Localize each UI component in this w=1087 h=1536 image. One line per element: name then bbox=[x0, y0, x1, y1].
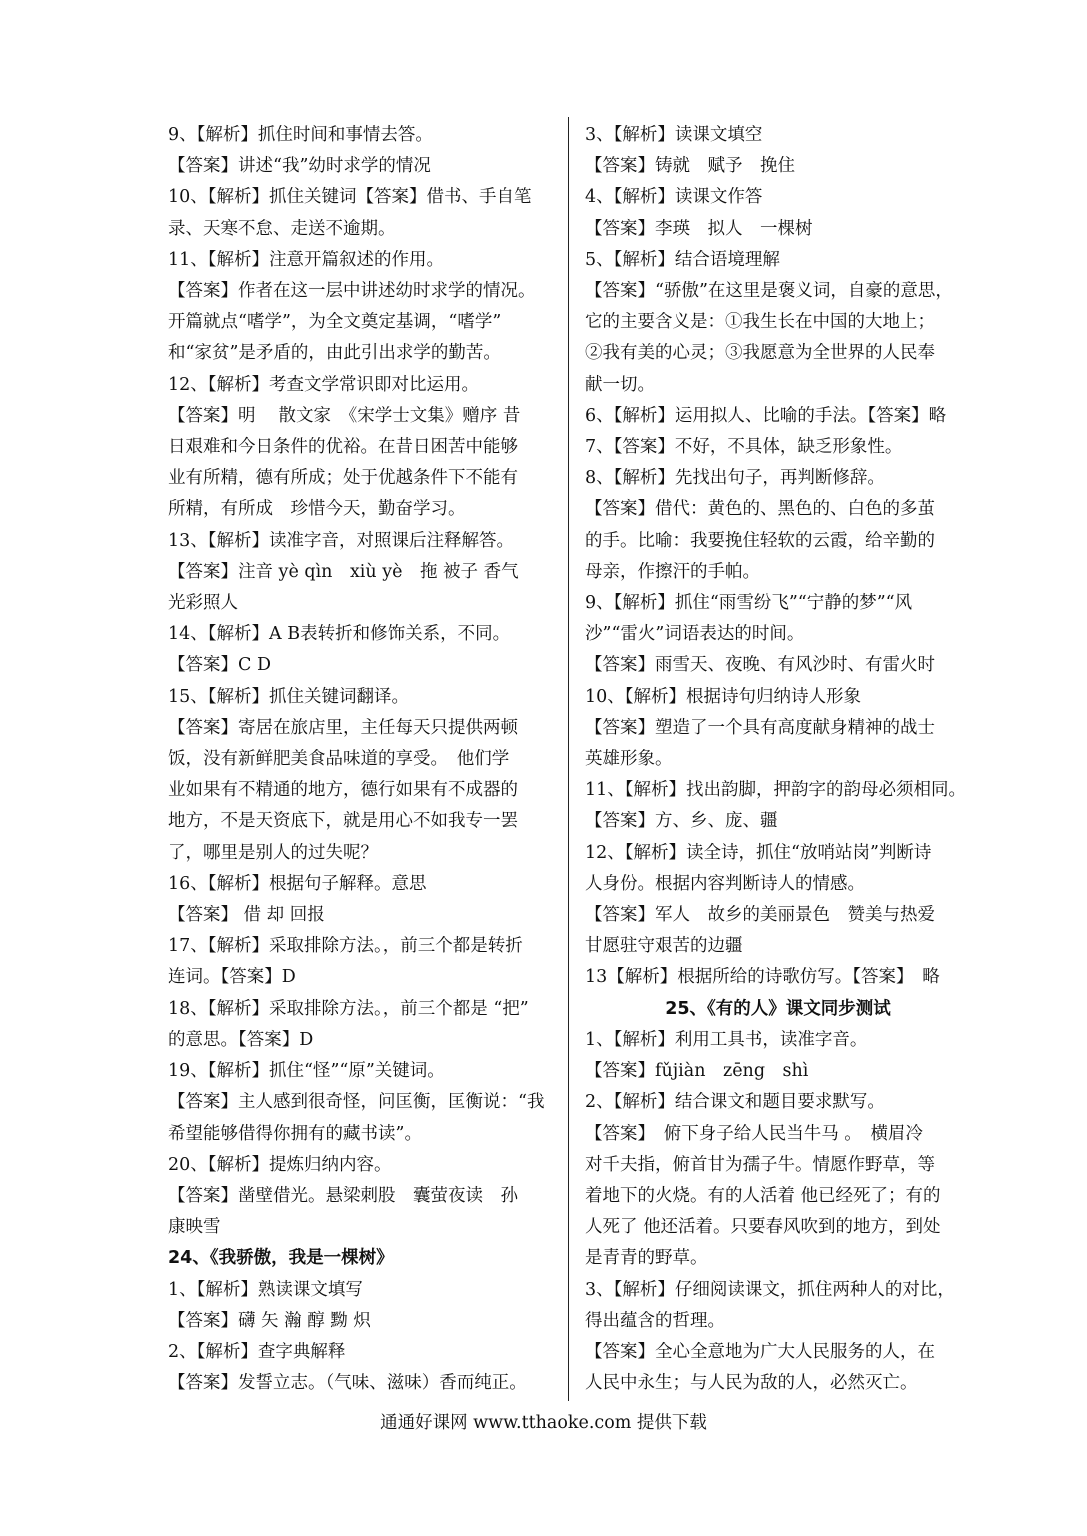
left-column-line: 2、【解析】查字典解释 bbox=[168, 1341, 346, 1362]
right-column-line: 7、【答案】不好，不具体，缺乏形象性。 bbox=[585, 437, 903, 458]
left-column-line: 【答案】 借 却 回报 bbox=[168, 905, 325, 926]
left-column-line: 【答案】作者在这一层中讲述幼时求学的情况。 bbox=[168, 281, 536, 302]
left-column-line: 16、【解析】根据句子解释。意思 bbox=[168, 873, 427, 894]
right-column bbox=[585, 120, 971, 1399]
left-column-line: 11、【解析】注意开篇叙述的作用。 bbox=[168, 249, 445, 270]
left-column bbox=[168, 120, 556, 1399]
right-column-line: 12、【解析】读全诗，抓住“放哨站岗”判断诗 bbox=[585, 842, 932, 863]
right-column-line: 【答案】铸就 赋予 挽住 bbox=[585, 156, 795, 177]
left-column-line: 【答案】发誓立志。（气味、滋味）香而纯正。 bbox=[168, 1373, 527, 1394]
right-column-line: 人民中永生；与人民为敌的人，必然灭亡。 bbox=[585, 1373, 918, 1394]
right-column-line: 1、【解析】利用工具书，读准字音。 bbox=[585, 1029, 868, 1050]
left-column-line: 20、【解析】提炼归纳内容。 bbox=[168, 1154, 392, 1175]
left-column-line: 【答案】礴 矢 瀚 醇 黝 炽 bbox=[168, 1310, 371, 1331]
right-column-line: 【答案】 俯下身子给人民当牛马 。 横眉冷 bbox=[585, 1123, 924, 1144]
left-column-line: 24、《我骄傲，我是一棵树》 bbox=[168, 1248, 394, 1269]
right-column-line: 3、【解析】读课文填空 bbox=[585, 125, 763, 145]
left-column-line: 所精，有所成 珍惜今天，勤奋学习。 bbox=[168, 499, 466, 520]
left-column-line: 业有所精，德有所成；处于优越条件下不能有 bbox=[168, 468, 518, 489]
footer-text: 通通好课网 www.tthaoke.com 提供下载 bbox=[380, 1413, 707, 1433]
right-column-line: 11、【解析】找出韵脚，押韵字的韵母必须相同。 bbox=[585, 780, 967, 801]
left-column-line: 业如果有不精通的地方，德行如果有不成器的 bbox=[168, 780, 518, 801]
left-column-line: 12、【解析】考查文学常识即对比运用。 bbox=[168, 374, 480, 395]
right-column-line: 它的主要含义是：①我生长在中国的大地上； bbox=[585, 312, 935, 333]
right-column-line: 着地下的火烧。有的人活着 他已经死了；有的 bbox=[585, 1185, 941, 1206]
right-column-line: 【答案】军人 故乡的美丽景色 赞美与热爱 bbox=[585, 905, 935, 926]
right-column-line: 【答案】借代：黄色的、黑色的、白色的多茧 bbox=[585, 499, 935, 520]
left-column-line: 17、【解析】采取排除方法。，前三个都是转折 bbox=[168, 936, 523, 957]
left-column-line: 开篇就点“嗜学”，为全文奠定基调，“嗜学” bbox=[168, 312, 502, 333]
left-column-line: 15、【解析】抓住关键词翻译。 bbox=[168, 686, 410, 707]
left-column-line: 10、【解析】抓住关键词【答案】借书、手自笔 bbox=[168, 187, 532, 208]
left-column-line: 希望能够借得你拥有的藏书读”。 bbox=[168, 1123, 422, 1144]
right-column-line: 献一切。 bbox=[585, 374, 655, 395]
right-column-line: 13【解析】根据所给的诗歌仿写。【答案】 略 bbox=[585, 967, 940, 988]
left-column-line: 1、【解析】熟读课文填写 bbox=[168, 1279, 363, 1300]
left-column-line: 【答案】C D bbox=[168, 655, 271, 676]
right-column-line: 【答案】塑造了一个具有高度献身精神的战士 bbox=[585, 717, 935, 738]
right-column-line: 25、《有的人》课文同步测试 bbox=[665, 998, 891, 1019]
right-column-line: 10、【解析】根据诗句归纳诗人形象 bbox=[585, 686, 862, 707]
right-column-line: 人死了 他还活着。只要春风吹到的地方，到处 bbox=[585, 1217, 941, 1238]
right-column-line: 【答案】李瑛 拟人 一棵树 bbox=[585, 218, 813, 239]
left-column-line: 【答案】讲述“我”幼时求学的情况 bbox=[168, 156, 431, 177]
left-column-line: 13、【解析】读准字音，对照课后注释解答。 bbox=[168, 530, 515, 551]
left-column-line: 【答案】主人感到很奇怪，问匡衡，匡衡说：“我 bbox=[168, 1092, 545, 1113]
left-column-line: 18、【解析】采取排除方法。，前三个都是 “把” bbox=[168, 998, 529, 1019]
left-column-line: 【答案】明 散文家 《宋学士文集》赠序 昔 bbox=[168, 405, 521, 426]
right-column-line: 【答案】“骄傲”在这里是褒义词，自豪的意思， bbox=[585, 281, 953, 302]
left-column-line: 的意思。【答案】D bbox=[168, 1029, 314, 1050]
right-column-line: 【答案】fǔjiàn zēng shì bbox=[585, 1061, 809, 1082]
right-column-line: 【答案】方、乡、庞、疆 bbox=[585, 811, 778, 832]
right-column-line: 8、【解析】先找出句子，再判断修辞。 bbox=[585, 468, 885, 489]
left-column-line: 日艰难和今日条件的优裕。在昔日困苦中能够 bbox=[168, 437, 518, 458]
left-column-line: 【答案】寄居在旅店里，主任每天只提供两顿 bbox=[168, 717, 518, 738]
right-column-line: 3、【解析】仔细阅读课文，抓住两种人的对比， bbox=[585, 1279, 955, 1300]
right-column-line: 的手。比喻：我要挽住轻软的云霞，给辛勤的 bbox=[585, 530, 935, 551]
left-column-line: 录、天寒不怠、走送不逾期。 bbox=[168, 218, 396, 239]
column-divider bbox=[568, 117, 569, 1401]
right-column-line: 6、【解析】运用拟人、比喻的手法。【答案】略 bbox=[585, 405, 947, 426]
right-column-line: 甘愿驻守艰苦的边疆 bbox=[585, 936, 743, 957]
right-column-line: 沙”“雷火”词语表达的时间。 bbox=[585, 624, 805, 645]
right-column-line: 人身份。根据内容判断诗人的情感。 bbox=[585, 873, 865, 894]
right-column-line: 2、【解析】结合课文和题目要求默写。 bbox=[585, 1092, 885, 1113]
left-column-line: 光彩照人 bbox=[168, 593, 238, 614]
left-column-line: 康映雪 bbox=[168, 1217, 221, 1238]
right-column-line: 9、【解析】抓住“雨雪纷飞”“宁静的梦”“风 bbox=[585, 593, 913, 614]
left-column-line: 19、【解析】抓住“怪”“原”关键词。 bbox=[168, 1061, 445, 1082]
left-column-line: 14、【解析】A B表转折和修饰关系，不同。 bbox=[168, 624, 511, 645]
right-column-line: 得出蕴含的哲理。 bbox=[585, 1310, 725, 1331]
right-column-line: 对千夫指，俯首甘为孺子牛。情愿作野草，等 bbox=[585, 1154, 935, 1175]
right-column-line: 【答案】雨雪天、夜晚、有风沙时、有雷火时 bbox=[585, 655, 935, 676]
left-column-line: 9、【解析】抓住时间和事情去答。 bbox=[168, 125, 433, 145]
right-column-line: 母亲，作擦汗的手帕。 bbox=[585, 561, 760, 582]
left-column-line: 和“家贫”是矛盾的，由此引出求学的勤苦。 bbox=[168, 343, 501, 364]
right-column-line: 是青青的野草。 bbox=[585, 1248, 708, 1269]
right-column-line: 【答案】全心全意地为广大人民服务的人，在 bbox=[585, 1341, 935, 1362]
right-column-line: 4、【解析】读课文作答 bbox=[585, 187, 763, 208]
left-column-line: 【答案】凿壁借光。悬梁刺股 囊萤夜读 孙 bbox=[168, 1185, 518, 1206]
left-column-line: 了，哪里是别人的过失呢？ bbox=[168, 842, 378, 863]
left-column-line: 连词。【答案】D bbox=[168, 967, 296, 988]
left-column-line: 饭，没有新鲜肥美食品味道的享受。 他们学 bbox=[168, 749, 510, 770]
left-column-line: 【答案】注音 yè qìn xiù yè 拖 被子 香气 bbox=[168, 561, 519, 582]
right-column-line: 5、【解析】结合语境理解 bbox=[585, 249, 780, 270]
left-column-line: 地方，不是天资底下，就是用心不如我专一罢 bbox=[168, 811, 518, 832]
right-column-line: ②我有美的心灵；③我愿意为全世界的人民奉 bbox=[585, 343, 935, 364]
right-column-line: 英雄形象。 bbox=[585, 749, 673, 770]
